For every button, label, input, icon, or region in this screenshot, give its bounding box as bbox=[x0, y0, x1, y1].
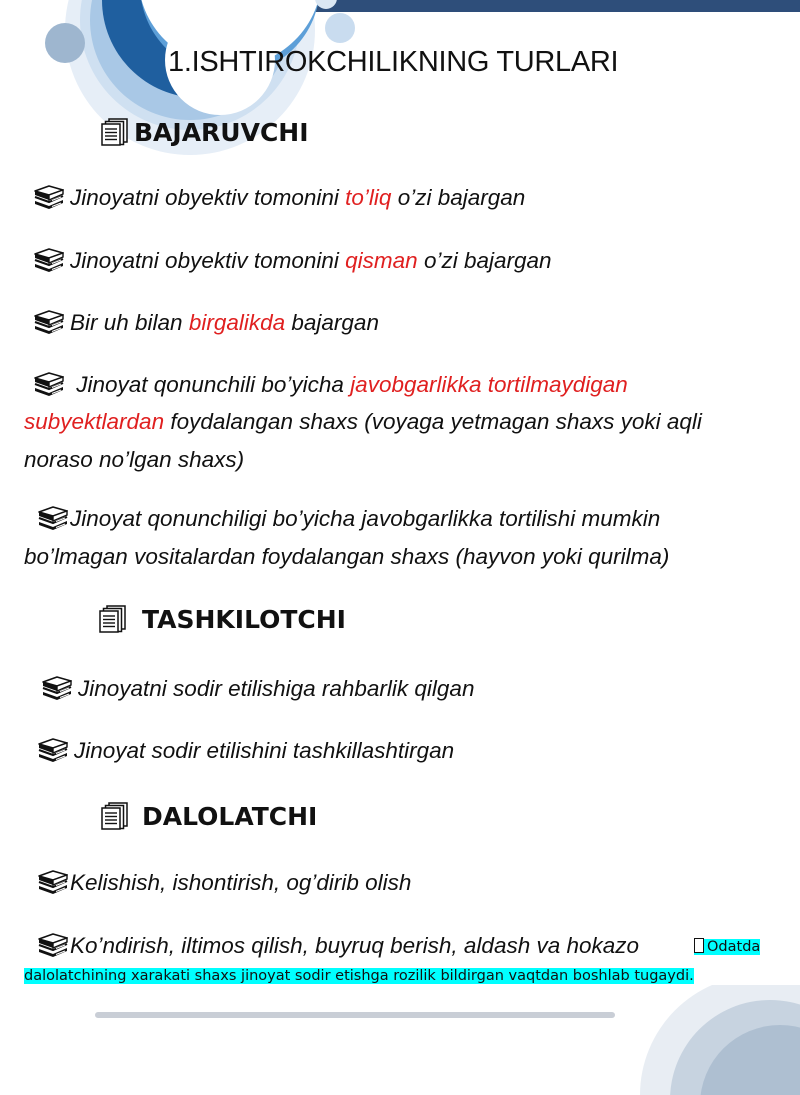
document-icon bbox=[100, 801, 130, 831]
heading-label: DALOLATCHI bbox=[142, 801, 318, 831]
books-icon bbox=[32, 247, 66, 273]
books-icon bbox=[36, 869, 70, 895]
books-icon bbox=[36, 505, 70, 531]
heading-bajaruvchi bbox=[100, 117, 309, 147]
list-item: Jinoyat sodir etilishini tashkillashtirgan bbox=[36, 737, 454, 764]
books-icon bbox=[32, 371, 66, 397]
corner-decoration bbox=[620, 985, 800, 1095]
heading-tashkilotchi bbox=[98, 604, 346, 634]
list-item-continuation: subyektlardan foydalangan shaxs (voyaga yetmagan shaxs yoki aqli bbox=[24, 409, 702, 434]
highlighted-note-continuation: dalolatchining xarakati shaxs jinoyat sodir etishga rozilik bildirgan vaqtdan boshlab tugaydi. bbox=[24, 968, 694, 984]
books-icon bbox=[32, 309, 66, 335]
list-item: Jinoyatni obyektiv tomonini qisman o’zi bajargan bbox=[32, 247, 552, 274]
list-item: Ko’ndirish, iltimos qilish, buyruq berish, aldash va hokazo bbox=[36, 932, 639, 959]
heading-label: BAJARUVCHI bbox=[134, 117, 309, 147]
list-item-continuation: bo’lmagan vositalardan foydalangan shaxs (hayvon yoki qurilma) bbox=[24, 544, 670, 569]
heading-dalolatchi bbox=[100, 801, 317, 831]
list-item: Kelishish, ishontirish, og’dirib olish bbox=[36, 869, 411, 896]
books-icon bbox=[40, 675, 74, 701]
books-icon bbox=[32, 184, 66, 210]
page-title: 1.ISHTIROKCHILIKNING TURLARI bbox=[168, 46, 619, 78]
list-item: Jinoyatni sodir etilishiga rahbarlik qilgan bbox=[40, 675, 474, 702]
list-item: Jinoyat qonunchili bo’yicha javobgarlikka tortilmaydigan bbox=[32, 371, 628, 398]
heading-label: TASHKILOTCHI bbox=[142, 604, 346, 634]
books-icon bbox=[36, 737, 70, 763]
note-part-1: Odatda bbox=[694, 939, 760, 955]
document-icon bbox=[100, 117, 130, 147]
list-item: Bir uh bilan birgalikda bajargan bbox=[32, 309, 379, 336]
books-icon bbox=[36, 932, 70, 958]
document-icon bbox=[98, 604, 128, 634]
missing-glyph-icon bbox=[694, 938, 704, 953]
highlighted-note bbox=[694, 938, 760, 955]
bottom-divider bbox=[95, 1012, 615, 1018]
list-item-continuation: noraso no’lgan shaxs) bbox=[24, 447, 245, 472]
list-item: Jinoyatni obyektiv tomonini to’liq o’zi bajargan bbox=[32, 184, 525, 211]
list-item: Jinoyat qonunchiligi bo’yicha javobgarlikka tortilishi mumkin bbox=[36, 505, 660, 532]
